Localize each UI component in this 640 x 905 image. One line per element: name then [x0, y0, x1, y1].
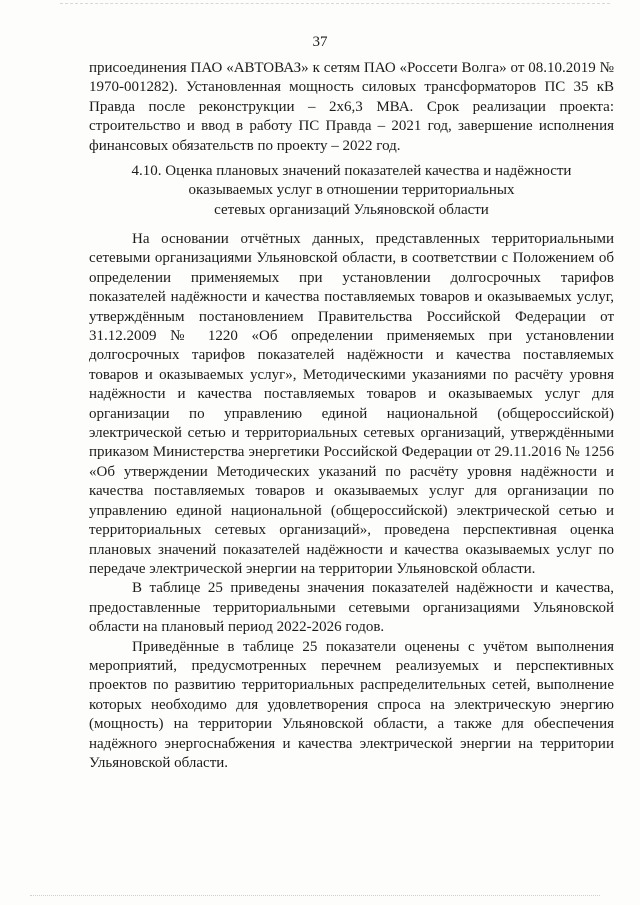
section-heading-line-1: 4.10. Оценка плановых значений показателей качества и надёжности — [131, 163, 572, 179]
intro-block — [89, 59, 614, 156]
main-text — [89, 230, 614, 773]
intro-paragraph: присоединения ПАО «АВТОВАЗ» к сетям ПАО «Россети Волга» от 08.10.2019 № 1970-001282). Установленная мощность силовых трансформаторов ПС 35 кВ Правда после реконструкции – 2х6,3 МВА. Срок реализации проекта: строительство и ввод в работу ПС Правда – 2021 год, завершение исполнения финансовых обязательств по проекту – 2022 год. — [89, 60, 614, 154]
section-heading — [89, 162, 614, 220]
scan-artifact-bottom — [30, 895, 600, 897]
scan-artifact-top — [60, 3, 610, 5]
paragraph-basis: На основании отчётных данных, представленных территориальными сетевыми организациями Ульяновской области, в соответствии с Положением об определении применяемых при установлении долгосрочных тарифов показателей надёжности и качества поставляемых товаров и оказываемых услуг, утверждённым постановлением Правительства Российской Федерации от 31.12.2009 № 1220 «Об определении применяемых при установлении долгосрочных тарифов показателей надёжности и качества поставляемых товаров и оказываемых услуг», Методическими указаниями по расчёту уровня надёжности и качества поставляемых товаров и оказываемых услуг для организации по управлению единой национальной (общероссийской) электрической сетью и территориальных сетевых организаций, утверждёнными приказом Министерства энергетики Российской Федерации от 29.11.2016 № 1256 «Об утверждении Методических указаний по расчёту уровня надёжности и качества поставляемых товаров и оказываемых услуг для организации по управлению единой национальной (общероссийской) электрической сетью и территориальных сетевых организаций», проведена перспективная оценка плановых значений показателей надёжности и качества оказываемых услуг по передаче электрической энергии на территории Ульяновской области. — [89, 231, 614, 577]
page-number: 37 — [312, 34, 328, 50]
section-heading-line-2: оказываемых услуг в отношении территориальных — [188, 182, 515, 199]
paragraph-assessment: Приведённые в таблице 25 показатели оценены с учётом выполнения мероприятий, предусмотренных перечнем реализуемых и перспективных проектов по развитию территориальных распределительных сетей, выполнение которых необходимо для удовлетворения спроса на электрическую энергию (мощность) на территории Ульяновской области, а также для обеспечения надёжного энергоснабжения и качества электрической энергии на территории Ульяновской области. — [89, 638, 614, 771]
section-heading-line-3: сетевых организаций Ульяновской области — [214, 201, 489, 218]
paragraph-table-reference: В таблице 25 приведены значения показателей надёжности и качества, предоставленные территориальными сетевыми организациями Ульяновской области на плановый период 2022-2026 годов. — [89, 580, 614, 636]
